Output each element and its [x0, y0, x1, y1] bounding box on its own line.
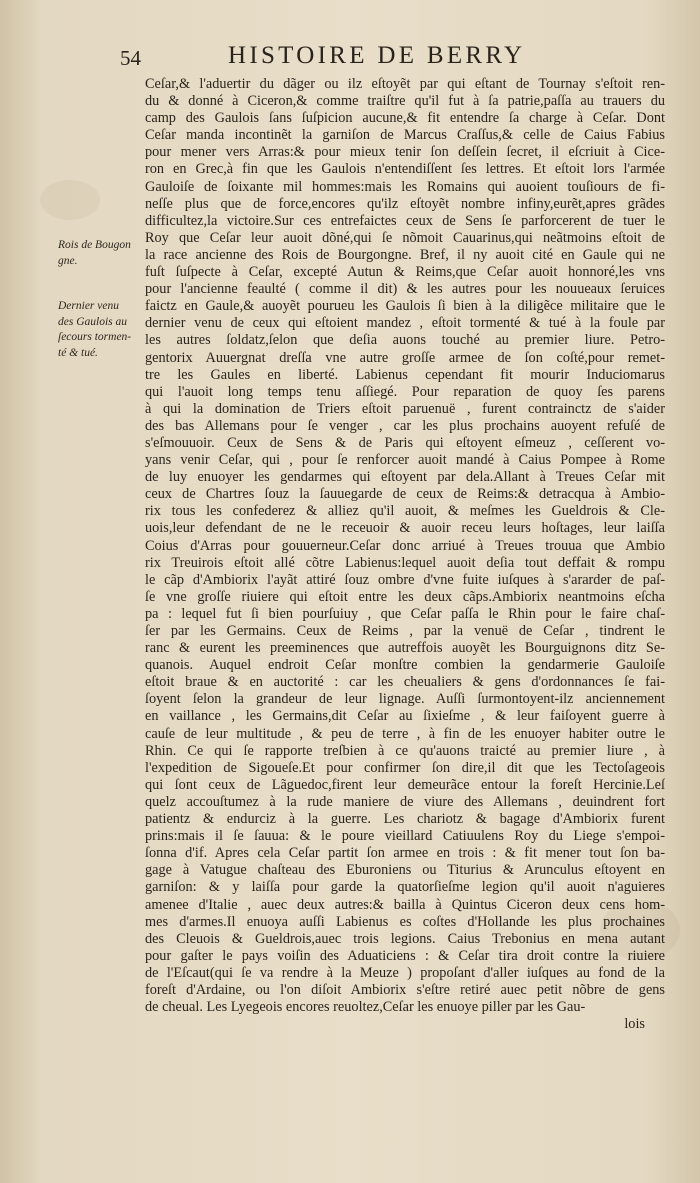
- paper-stain: [40, 180, 100, 220]
- text-line: ron en Grec,à fin que les Gaulois n'entendiſſent ſes lettres. Et eſtoit lors l'armée: [145, 161, 665, 178]
- text-line: Gauloiſe de ſoixante mil hommes:mais les Romains qui auoient touſiours de fi-: [145, 178, 665, 195]
- text-line: uois,leur defendant de ne le receuoir & auoir receu leurs hoſtages, leur laiſſa: [145, 520, 665, 537]
- text-line: pa : lequel fut ſi bien pourſuiuy , que Ceſar paſſa le Rhin pour le faire chaſ-: [145, 605, 665, 622]
- running-title: HISTOIRE DE BERRY: [228, 42, 526, 69]
- text-line: le cãp d'Ambiorix l'ayãt attiré ſouz ombre d'vne fuite iuſques à s'ararder de paſ-: [145, 571, 665, 588]
- text-line: en vaillance , les Germains,dit Ceſar au ſixieſme , & leur faiſoyent guerre à: [145, 708, 665, 725]
- text-line: Roy que Ceſar leur auoit dõné,qui ſe nõmoit Cauarinus,qui neãtmoins eſtoit de: [145, 229, 665, 246]
- text-line: tre les Gaules en liberté. Labienus cependant fit mourir Induciomarus: [145, 366, 665, 383]
- body-text: [145, 76, 665, 1033]
- text-line: de cheual. Les Lyegeois encores reuoltez,Ceſar les enuoye piller par les Gau-: [145, 999, 586, 1016]
- text-line: rix tous les confederez & alliez qu'il auoit, & meſmes les Gueldrois & Cle-: [145, 503, 665, 520]
- text-line: Rhin. Ce qui ſe rapporte treſbien à ce qu'auons traicté au premier liure , à: [145, 742, 665, 759]
- text-line: du & donné à Ciceron,& comme traiſtre qu'il fut à ſa patrie,paſſa au trauers du: [145, 93, 665, 110]
- text-line: pour l'ancienne feaulté ( comme il dit) & les autres pour les nouueaux ſeruices: [145, 281, 665, 298]
- text-line: des bas Allemans pour ſe venger , car les plus prochains auoyent refuſé de: [145, 417, 665, 434]
- text-line: rix Treuirois eſtoit allé cõtre Labienus:lequel auoit deſia tout deffait & rompu: [145, 554, 665, 571]
- text-line: s'eſmouuoir. Ceux de Sens & de Paris qui eſtoyent eſmeuz , ceſſerent vo-: [145, 434, 665, 451]
- text-line: Ceſar,& l'aduertir du dãger ou ilz eſtoyẽt par qui eſtant de Tournay s'eſtoit ren-: [145, 76, 665, 92]
- margin-note-line: Rois de Bougon: [58, 239, 131, 251]
- catchword: lois: [624, 1016, 645, 1033]
- text-line: de l'Eſcaut(qui ſe va rendre à la Meuze ) propoſant d'aller iuſques au fond de la: [145, 964, 665, 981]
- margin-notes: [58, 238, 140, 387]
- text-line: des Cleuois & Gueldrois,auec trois legions. Caius Trebonius en mena autant: [145, 930, 665, 947]
- margin-note-line: Dernier venu: [58, 300, 119, 313]
- text-line: ranc & eurent les preeminences que autreffois auoyẽt les Bourguignons ditz Se-: [145, 640, 665, 657]
- text-line: garniſon: & y laiſſa pour garde la quatorſieſme legion qu'il auoit n'aguieres: [145, 879, 665, 896]
- text-line: ſe vne groſſe riuiere qui eſtoit entre les deux cãps.Ambiorix neantmoins eſcha: [145, 588, 665, 605]
- margin-note: [58, 238, 140, 269]
- page-number: 54: [120, 46, 141, 70]
- text-line: ſoyent ſelon la grandeur de leur lignage. Auſſi ſurmontoyent-ilz anciennement: [145, 691, 665, 708]
- text-line: prins:mais il ſe ſauua: & le poure vieillard Catiuulens Roy du Liege s'empoi-: [145, 828, 665, 845]
- text-line: pour gaſter le pays voiſin des Aduaticiens : & Ceſar tira droit contre la riuiere: [145, 947, 665, 964]
- text-line: qui l'auoit long temps tenu aſſiegé. Pour reparation de quoy ſes parens: [145, 383, 665, 400]
- text-line: qui ſont ceux de Lãguedoc,firent leur demeurãce entour la foreſt Hercinie.Leſ: [145, 776, 665, 793]
- text-line: à qui la domination de Triers eſtoit paruenuë , furent contrainctz de s'aider: [145, 400, 665, 417]
- text-line: fuſt ſuſpecte à Ceſar, excepté Autun & Reims,que Ceſar auoit honnoré,les vns: [145, 264, 665, 281]
- margin-note-line: gne.: [58, 254, 78, 267]
- margin-note-line: ſecours tormen-: [58, 331, 132, 344]
- text-line: eſtoit braue & en auctorité : car les cheualiers & gens d'ordonnances ſe fai-: [145, 674, 665, 691]
- text-line: quelz accouſtumez à la rude maniere de viure des Allemans , deuindrent fort: [145, 793, 665, 810]
- text-line: quanois. Auquel endroit Ceſar monſtre combien la gendarmerie Gauloiſe: [145, 657, 665, 674]
- text-line: de luy enuoyer les gendarmes qui eſtoyent par dela.Allant à Treues Ceſar mit: [145, 469, 665, 486]
- text-line: amenee d'Italie , auec deux autres:& bailla à Quintus Ciceron deux cens hom-: [145, 896, 665, 913]
- text-line: gentorix Auuergnat dreſſa vne autre groſſe armee de ſon coſté,pour remet-: [145, 349, 665, 366]
- text-line: foreſt d'Ardaine, ou l'on diſoit Ambiorix s'eſtre retiré auec petit nõbre de gens: [145, 981, 665, 998]
- margin-note: [58, 299, 140, 361]
- text-line: dernier venu de ceux qui eſtoient mandez , eſtoit tormenté & tué à la foule par: [145, 315, 665, 332]
- text-line: pour mener vers Arras:& pour mieux tenir ſon deſſein ſecret, il eſcriuit à Cice-: [145, 144, 665, 161]
- text-line: ſer par les Germains. Ceux de Reims , par la venuë de Ceſar , tindrent le: [145, 623, 665, 639]
- text-line: camp des Gaulois ſans ſuſpicion aucune,& fit entendre ſa charge à Ceſar. Dont: [145, 110, 665, 127]
- text-line: ceux de Chartres ſouz la ſauuegarde de ceux de Reims:& detracqua à Ambio-: [145, 486, 665, 503]
- text-line: Ceſar manda incontinẽt la garniſon de Marcus Craſſus,& celle de Caius Fabius: [145, 127, 665, 144]
- margin-note-line: té & tué.: [58, 346, 98, 359]
- text-line: les autres ſoldatz,ſelon que deſia auons touché au premier liure. Petro-: [145, 332, 665, 349]
- text-line: yans venir Ceſar, qui , pour ſe renforcer auoit mandé à Caius Pompee à Rome: [145, 452, 665, 469]
- text-line: l'expedition de Sigoueſe.Et pour confirmer ſon dire,il dit que les Tectoſageois: [145, 759, 665, 776]
- text-line: Coius d'Arras pour gouuerneur.Ceſar donc arriué à Treues trouua que Ambio: [145, 537, 665, 554]
- text-line: gage à Vatugue chaſteau des Eburoniens ou Titurius & Arunculus eſtoyent en: [145, 862, 665, 879]
- text-line: la race ancienne des Rois de Bourgongne. Bref, il ny auoit cité en Gaule qui ne: [145, 246, 665, 263]
- text-line: cauſe de leur multitude , & peu de terre , à fin de les enuoyer habiter outre le: [145, 725, 665, 742]
- margin-note-line: des Gaulois au: [58, 315, 127, 328]
- page-header: [120, 40, 680, 80]
- text-line: patientz & endurciz à la guerre. Les chariotz & bagage d'Ambiorix furent: [145, 811, 665, 828]
- text-line: ſonna d'if. Apres cela Ceſar partit ſon armee en trois : & fit mener tout ſon ba-: [145, 845, 665, 862]
- text-line: mes d'armes.Il enuoya auſſi Labienus es coſtes d'Hollande les plus prochaines: [145, 913, 665, 930]
- text-line: neſſe plus que de force,encores qu'ilz eſtoyẽt nombre infiny,eurẽt,apres grãdes: [145, 195, 665, 212]
- text-line: difficultez,la victoire.Sur ces entrefaictes ceux de Sens ſe parforcerent de tuer le: [145, 212, 665, 229]
- text-line: faictz en Gaule,& auoyẽt pourueu les Gaulois ſi bien à la diligẽce militaire que le: [145, 298, 665, 315]
